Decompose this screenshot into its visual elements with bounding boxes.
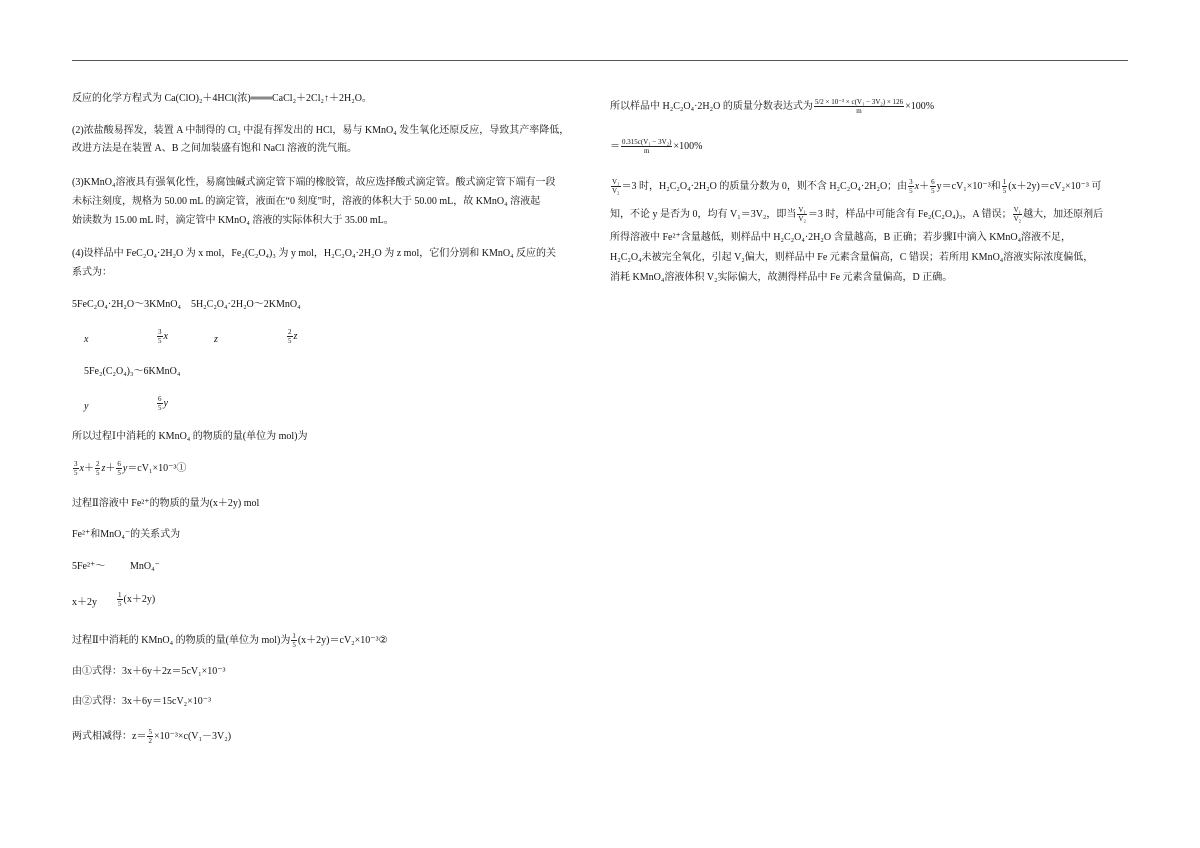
analysis-line-1: $\frac{\text{V₁}}{\text{V₂}}$ ＝3 时，H₂C₂O₄·2H₂O 的质量分数为 0，则不含 H₂C₂O₄·2H₂O；由 $\frac{3}{5}$ x＋ $\frac{6}{5}$ y＝cV₁×10⁻³和 $\frac{1}{5}$ (x＋2y)＝cV₂×10⁻³ 可 [612,178,1102,195]
para-3-line-3: 始读数为 15.00 mL 时，滴定管中 KMnO₄ 溶液的实际体积大于 35.00 mL。 [72,215,394,226]
rel1-3-5x: $\frac{3}{5}$ x [158,328,168,345]
process-2-text: 过程Ⅱ中消耗的 KMnO₄ 的物质的量(单位为 mol)为 $\frac{1}{5}$ (x＋2y)＝cV₂×10⁻³② [72,632,388,649]
rel1-2-5z: $\frac{2}{5}$ z [288,328,298,345]
relation-3-d: $\frac{1}{5}$ (x＋2y) [118,591,156,608]
relation-3-b: MnO₄⁻ [130,561,160,572]
header-rule [72,60,1128,61]
mass-fraction-expression: 所以样品中 H₂C₂O₄·2H₂O 的质量分数表达式为 $\frac{\text{5/2 × 10⁻³ × c(V₁ − 3V₂) × 126}}{m}$ ×100% [610,98,935,115]
equation-1: $\frac{3}{5}$ x＋ $\frac{2}{5}$ z＋ $\frac{6}{5}$ y＝cV₁×10⁻³① [74,460,187,477]
para-3-line-1: (3)KMnO₄溶液具有强氧化性，易腐蚀碱式滴定管下端的橡胶管，故应选择酸式滴定管。酸式滴定管下端有一段 [72,177,556,188]
analysis-line-2: 知，不论 y 是否为 0，均有 V₁＝3V₂，即当 $\frac{\text{V₁}}{\text{V₂}}$ ＝3 时，样品中可能含有 Fe₂(C₂O₄)₃，A 错误； $\frac{\text{V₁}}{\text{V₂}}$ 越大，加还原剂后 [610,206,1104,223]
process-1-text: 所以过程Ⅰ中消耗的 KMnO₄ 的物质的量(单位为 mol)为 [72,431,308,442]
para-4-line-2: 系式为： [72,267,112,278]
analysis-line-3: 所得溶液中 Fe²⁺含量越低，则样品中 H₂C₂O₄·2H₂O 含量越高，B 正确；若步骤Ⅰ中滴入 KMnO₄溶液不足， [610,232,1072,243]
para-3-line-2: 未标注刻度，规格为 50.00 mL 的滴定管，液面在“0 刻度”时，溶液的体积大于 50.00 mL，故 KMnO₄ 溶液起 [72,196,541,207]
equation-intro: 反应的化学方程式为 Ca(ClO)₂＋4HCl(浓)═══CaCl₂＋2Cl₂↑＋2H₂O。 [72,93,372,104]
analysis-line-5: 消耗 KMnO₄溶液体积 V₂实际偏大，故测得样品中 Fe 元素含量偏高，D 正确。 [610,272,953,283]
relation-3-title: Fe²⁺和MnO₄⁻的关系式为 [72,529,181,540]
para-2-line-1: (2)浓盐酸易挥发，装置 A 中制得的 Cl₂ 中混有挥发出的 HCl，易与 KMnO₄ 发生氧化还原反应，导致其产率降低， [72,125,570,136]
from-equation-2: 由②式得：3x＋6y＝15cV₂×10⁻³ [72,696,212,707]
from-equation-1: 由①式得：3x＋6y＋2z＝5cV₁×10⁻³ [72,666,226,677]
para-4-line-1: (4)设样品中 FeC₂O₄·2H₂O 为 x mol，Fe₂(C₂O₄)₃ 为 y mol，H₂C₂O₄·2H₂O 为 z mol，它们分别和 KMnO₄ 反应的关 [72,248,557,259]
rel2-6-5y: $\frac{6}{5}$ y [158,395,168,412]
relation-2: 5Fe₂(C₂O₄)₃～6KMnO₄ [84,366,181,377]
relation-3-c: x＋2y [72,597,97,608]
rel2-y: y [84,401,89,412]
process-2-fe: 过程Ⅱ溶液中 Fe²⁺的物质的量为(x＋2y) mol [72,498,260,509]
rel1-x: x [84,334,89,345]
para-2-line-2: 改进方法是在装置 A、B 之间加装盛有饱和 NaCl 溶液的洗气瓶。 [72,143,357,154]
analysis-line-4: H₂C₂O₄未被完全氧化，引起 V₂偏大，则样品中 Fe 元素含量偏高，C 错误；若所用 KMnO₄溶液实际浓度偏低， [610,252,1094,263]
subtract-result: 两式相减得：z＝ $\frac{5}{2}$ ×10⁻³×c(V₁－3V₂) [72,728,232,745]
rel1-z: z [214,334,218,345]
relation-1: 5FeC₂O₄·2H₂O～3KMnO₄ 5H₂C₂O₄·2H₂O～2KMnO₄ [72,299,301,310]
relation-3-a: 5Fe²⁺～ [72,561,106,572]
simplified-expression: ＝ $\frac{\text{0.315c(V₁ − 3V₂)}}{m}$ ×100% [610,138,703,155]
